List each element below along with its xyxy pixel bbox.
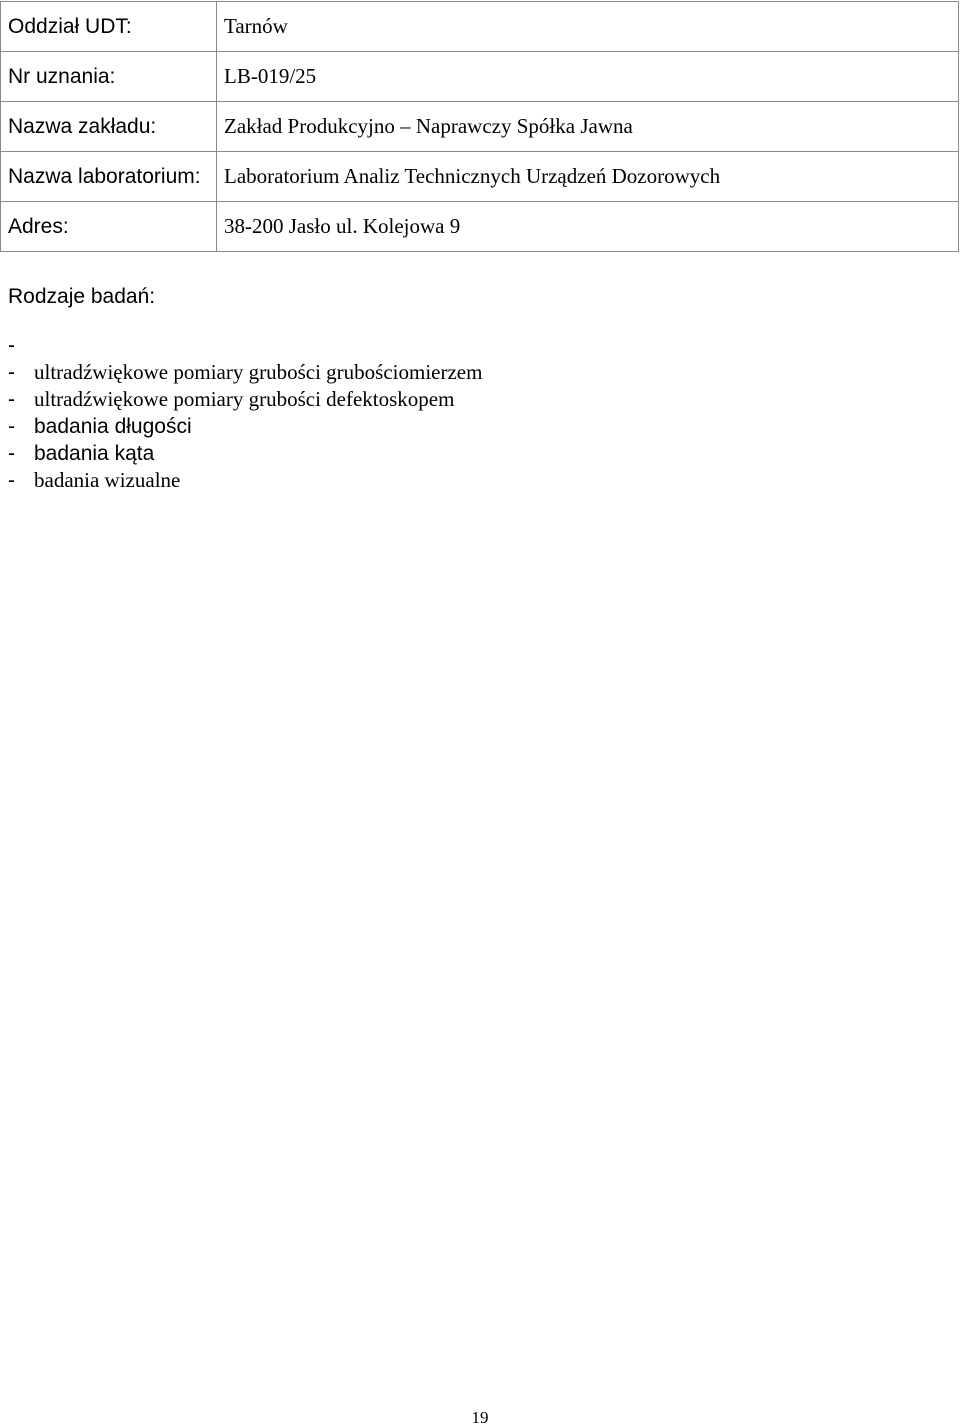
laboratory-name-value: Laboratorium Analiz Technicznych Urządzeń Dozorowych xyxy=(217,152,959,202)
list-item xyxy=(8,386,482,413)
company-name-value: Zakład Produkcyjno – Naprawczy Spółka Jawna xyxy=(217,102,959,152)
table-row-approval-number xyxy=(1,52,959,102)
list-dash: - xyxy=(8,442,15,465)
branch-label: Oddział UDT: xyxy=(1,2,217,52)
table-row-company-name xyxy=(1,102,959,152)
test-types-heading: Rodzaje badań: xyxy=(8,285,156,308)
list-dash: - xyxy=(8,415,15,438)
info-table xyxy=(0,1,959,252)
test-type-text: badania długości xyxy=(34,415,192,438)
test-type-text: ultradźwiękowe pomiary grubości defektoskopem xyxy=(34,387,455,411)
test-types-list xyxy=(8,332,482,494)
address-label: Adres: xyxy=(1,202,217,252)
test-type-text: ultradźwiękowe pomiary grubości grubościomierzem xyxy=(34,360,483,384)
list-dash: - xyxy=(8,388,15,411)
address-value: 38-200 Jasło ul. Kolejowa 9 xyxy=(217,202,959,252)
laboratory-name-label: Nazwa laboratorium: xyxy=(1,152,217,202)
list-item xyxy=(8,359,482,386)
approval-number-label: Nr uznania: xyxy=(1,52,217,102)
list-dash: - xyxy=(8,361,15,384)
table-row-address xyxy=(1,202,959,252)
page-number: 19 xyxy=(471,1408,489,1427)
branch-value: Tarnów xyxy=(217,2,959,52)
list-item xyxy=(8,413,482,440)
list-item xyxy=(8,467,482,494)
table-row-laboratory-name xyxy=(1,152,959,202)
company-name-label: Nazwa zakładu: xyxy=(1,102,217,152)
approval-number-value: LB-019/25 xyxy=(217,52,959,102)
table-row-branch xyxy=(1,2,959,52)
test-type-text: badania kąta xyxy=(34,442,155,465)
list-dash: - xyxy=(8,469,15,492)
list-item xyxy=(8,440,482,467)
list-item xyxy=(8,332,482,359)
list-dash: - xyxy=(8,334,15,357)
test-type-text: badania wizualne xyxy=(34,468,181,492)
